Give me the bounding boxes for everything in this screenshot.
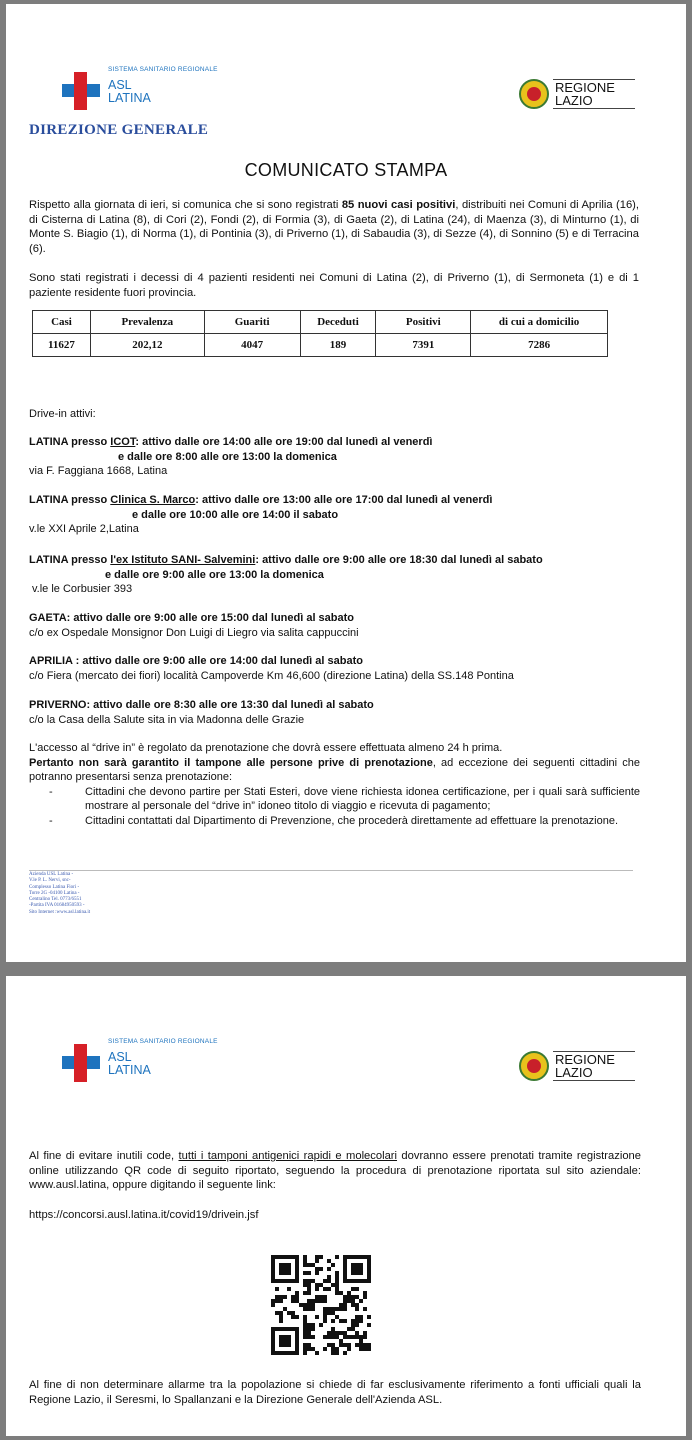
page-title: COMUNICATO STAMPA (244, 160, 448, 180)
asl-label: ASL (108, 78, 132, 92)
lazio-seal-icon (519, 79, 549, 109)
table-cell: 7391 (376, 334, 471, 357)
table-header-row (33, 311, 608, 334)
asl-label: ASL (108, 1050, 132, 1064)
ssr-label: SISTEMA SANITARIO REGIONALE (108, 66, 218, 73)
asl-latina-logo (62, 66, 218, 110)
footer-divider (29, 870, 633, 871)
table-cell: 4047 (204, 334, 300, 357)
table-cell: 189 (300, 334, 376, 357)
lazio-label: LAZIO (555, 93, 593, 108)
official-sources-paragraph: Al fine di non determinare allarme tra la popolazione si chiede di far esclusivamente riferimento a fonti ufficiali quali la Regione Lazio, il Seresmi, lo Spallanzani e la Direzione Generale dell'Azienda ASL. (29, 1379, 641, 1406)
drive-in-clinica-marco: LATINA presso Clinica S. Marco: attivo dalle ore 13:00 alle ore 17:00 dal lunedì al venerdì e dalle ore 10:00 alle ore 14:00 il sabato v.le XXI Aprile 2,Latina (29, 494, 493, 535)
ssr-label: SISTEMA SANITARIO REGIONALE (108, 1038, 218, 1045)
booking-paragraph: Al fine di evitare inutili code, tutti i tamponi antigenici rapidi e molecolari dovranno essere prenotati tramite registrazione online utilizzando QR code di seguito riportato, seguendo la procedura di prenotazione riportata sul sito aziendale: www.ausl.latina, oppure digitando il seguente link: (29, 1150, 641, 1191)
stats-table (32, 310, 608, 357)
icot-link[interactable]: ICOT (110, 436, 136, 448)
drive-in-aprilia: APRILIA : attivo dalle ore 9:00 alle ore 14:00 dal lunedì al sabato c/o Fiera (mercato dei fiori) località Campoverde Km 46,600 (direzione Latina) della SS.148 Pontina (29, 655, 514, 682)
table-row (33, 334, 608, 357)
latina-label: LATINA (108, 91, 151, 105)
regione-label: REGIONE (555, 80, 615, 95)
document-page-2 (6, 976, 686, 1436)
asl-latina-logo (62, 1038, 218, 1082)
clinica-marco-link[interactable]: Clinica S. Marco (110, 494, 196, 506)
footer-address: Azienda USL Latina - V.le P. L. Nervi, snc- Complesso Latina Fiori - Torre 2G -04100 Latina - Centralino Tel. 0773/6551 -Partita IVA 01684950593 - Sito Internet :www.asl.latina.it (29, 872, 91, 915)
header-cell: Casi (33, 311, 91, 334)
lazio-seal-icon (519, 1051, 549, 1081)
lazio-label: LAZIO (555, 1065, 593, 1080)
table-cell: 11627 (33, 334, 91, 357)
header-cell: di cui a domicilio (471, 311, 608, 334)
qr-code-icon[interactable] (271, 1255, 371, 1355)
header-cell: Positivi (376, 311, 471, 334)
list-item: - Cittadini contattati dal Dipartimento di Prevenzione, che procederà direttamente ad effettuare la prenotazione. (29, 814, 640, 829)
list-item: - Cittadini che devono partire per Stati Esteri, dove viene richiesta idonea certificazione, per i quali sarà sufficiente mostrare al personale del “drive in” idoneo titolo di viaggio e ricevuta di pagamento; (29, 785, 640, 814)
drive-in-gaeta: GAETA: attivo dalle ore 9:00 alle ore 15:00 dal lunedì al sabato c/o ex Ospedale Monsignor Don Luigi di Liegro via salita cappuccini (29, 612, 359, 639)
latina-label: LATINA (108, 1063, 151, 1077)
header-cell: Deceduti (300, 311, 376, 334)
regione-lazio-logo (519, 1051, 635, 1081)
header-cell: Guariti (204, 311, 300, 334)
red-blue-cross-icon (62, 72, 100, 110)
deaths-paragraph: Sono stati registrati i decessi di 4 pazienti residenti nei Comuni di Latina (2), di Priverno (1), di Sermoneta (1) e di 1 paziente residente fuori provincia. (29, 272, 639, 299)
drive-in-heading: Drive-in attivi: (29, 408, 96, 420)
booking-url-link[interactable]: https://concorsi.ausl.latina.it/covid19/drivein.jsf (29, 1209, 259, 1221)
sani-salvemini-link[interactable]: l'ex Istituto SANI- Salvemini (110, 554, 256, 566)
table-cell: 202,12 (90, 334, 204, 357)
regione-label: REGIONE (555, 1052, 615, 1067)
drive-in-sani-salvemini: LATINA presso l'ex Istituto SANI- Salvemini: attivo dalle ore 9:00 alle ore 18:30 dal lunedì al sabato e dalle ore 9:00 alle ore 13:00 la domenica v.le le Corbusier 393 (29, 554, 543, 595)
direzione-generale-heading: DIREZIONE GENERALE (29, 122, 209, 138)
drive-in-priverno: PRIVERNO: attivo dalle ore 8:30 alle ore 13:30 dal lunedì al sabato c/o la Casa della Salute sita in via Madonna delle Grazie (29, 699, 374, 726)
red-blue-cross-icon (62, 1044, 100, 1082)
document-page-1 (6, 4, 686, 962)
header-cell: Prevalenza (90, 311, 204, 334)
drive-in-icot: LATINA presso ICOT: attivo dalle ore 14:00 alle ore 19:00 dal lunedì al venerdì e dalle ore 8:00 alle ore 13:00 la domenica via F. Faggiana 1668, Latina (29, 436, 433, 477)
table-cell: 7286 (471, 334, 608, 357)
regione-lazio-logo (519, 79, 635, 109)
intro-paragraph: Rispetto alla giornata di ieri, si comunica che si sono registrati 85 nuovi casi positivi, distribuiti nei Comuni di Aprilia (16), di Cisterna di Latina (8), di Cori (2), Fondi (2), di Formia (3), di Gaeta (2), di Latina (24), di Maenza (3), di Minturno (1), di Monte S. Biagio (1), di Norma (1), di Pontinia (3), di Priverno (1), di Sabaudia (3), di Sezze (4), di Sonnino (5) e di Terracina (6). (29, 199, 640, 255)
access-paragraph: L'accesso al “drive in” è regolato da prenotazione che dovrà essere effettuata almeno 24 h prima. Pertanto non sarà garantito il tampone alle persone prive di prenotazione, ad eccezione dei seguenti cittadini che potranno presentarsi senza prenotazione: - Cittadini che devono partire per Stati Esteri, dove viene richiesta idonea certificazione, per i quali sarà sufficiente mostrare al personale del “drive in” idoneo titolo di viaggio e ricevuta di pagamento; - Cittadini contattati dal Dipartimento di Prevenzione, che procederà direttamente ad effettuare la prenotazione. (29, 741, 640, 828)
